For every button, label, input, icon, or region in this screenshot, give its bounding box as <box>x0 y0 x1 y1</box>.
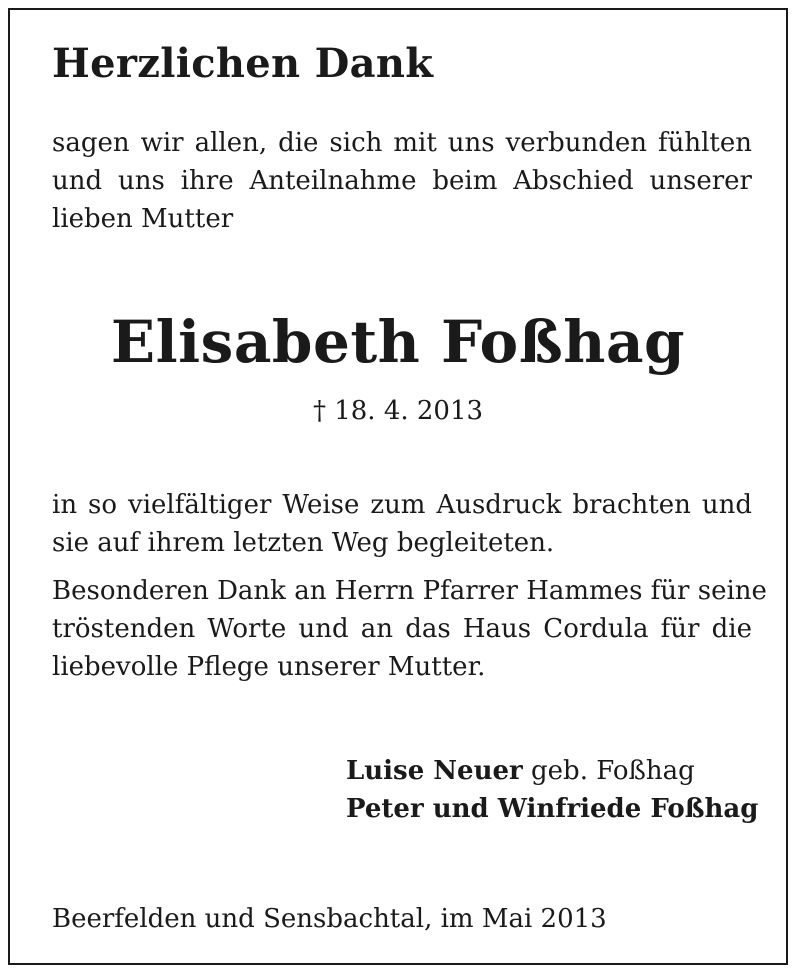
signer-line <box>346 790 758 828</box>
signer-line <box>346 752 758 790</box>
thanks-line: liebevolle Pflege unserer Mutter. <box>52 652 486 682</box>
notice-frame <box>8 8 788 965</box>
intro-line: und uns ihre Anteilnahme beim Abschied unserer <box>52 166 752 196</box>
signer-maiden-name: geb. Foßhag <box>522 756 695 786</box>
intro-paragraph <box>52 124 752 238</box>
place-and-date: Beerfelden und Sensbachtal, im Mai 2013 <box>52 904 607 934</box>
continuation-line: in so vielfältiger Weise zum Ausdruck brachten und <box>52 490 752 520</box>
signer-name: Luise Neuer <box>346 756 523 786</box>
thanks-paragraph <box>52 572 767 686</box>
continuation-paragraph <box>52 486 752 562</box>
thanks-line: Besonderen Dank an Herrn Pfarrer Hammes für seine <box>52 576 767 606</box>
intro-line: sagen wir allen, die sich mit uns verbunden fühlten <box>52 128 752 158</box>
death-date: † 18. 4. 2013 <box>312 396 484 426</box>
intro-line: lieben Mutter <box>52 204 234 234</box>
signers-block <box>346 752 758 828</box>
deceased-name: Elisabeth Foßhag <box>110 308 686 376</box>
signer-name: Peter und Winfriede Foßhag <box>346 794 759 824</box>
continuation-line: sie auf ihrem letzten Weg begleiteten. <box>52 528 555 558</box>
notice-heading: Herzlichen Dank <box>52 40 434 87</box>
thanks-line: tröstenden Worte und an das Haus Cordula für die <box>52 614 752 644</box>
